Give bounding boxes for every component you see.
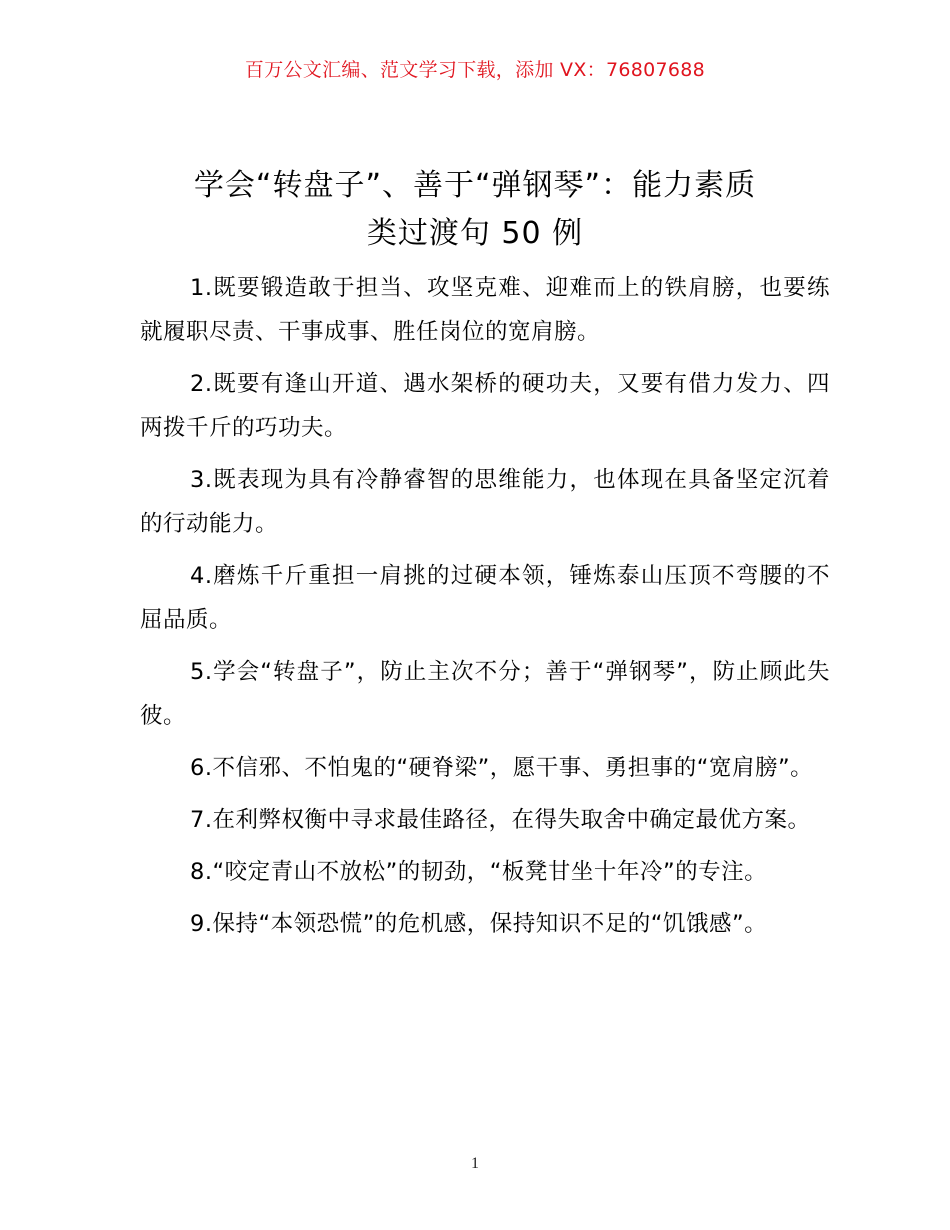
title-line-1: 学会“转盘子”、善于“弹钢琴”：能力素质 [193, 168, 757, 203]
page-number: 1 [471, 1155, 479, 1172]
header-note: 百万公文汇编、范文学习下载，添加 VX：76807688 [244, 59, 706, 81]
paragraph-6: 6.不信邪、不怕鬼的“硬脊梁”，愿干事、勇担事的“宽肩膀”。 [190, 755, 814, 781]
paragraph-5: 5.学会“转盘子”，防止主次不分；善于“弹钢琴”，防止顾此失彼。 [140, 659, 830, 729]
paragraph-4: 4.磨炼千斤重担一肩挑的过硬本领，锤炼泰山压顶不弯腰的不屈品质。 [140, 563, 830, 633]
paragraph-3: 3.既表现为具有冷静睿智的思维能力，也体现在具备坚定沉着的行动能力。 [140, 467, 830, 537]
paragraph-7: 7.在利弊权衡中寻求最佳路径，在得失取舍中确定最优方案。 [190, 807, 811, 833]
paragraph-9: 9.保持“本领恐慌”的危机感，保持知识不足的“饥饿感”。 [190, 911, 768, 937]
title-line-2: 类过渡句 50 例 [366, 216, 584, 251]
paragraph-8: 8.“咬定青山不放松”的韧劲，“板凳甘坐十年冷”的专注。 [190, 859, 768, 885]
paragraph-2: 2.既要有逢山开道、遇水架桥的硬功夫，又要有借力发力、四两拨千斤的巧功夫。 [140, 371, 830, 441]
document-title [120, 162, 830, 258]
paragraph-1: 1.既要锻造敢于担当、攻坚克难、迎难而上的铁肩膀，也要练就履职尽责、干事成事、胜任岗位的宽肩膀。 [140, 275, 830, 345]
paragraph-list [140, 266, 830, 954]
